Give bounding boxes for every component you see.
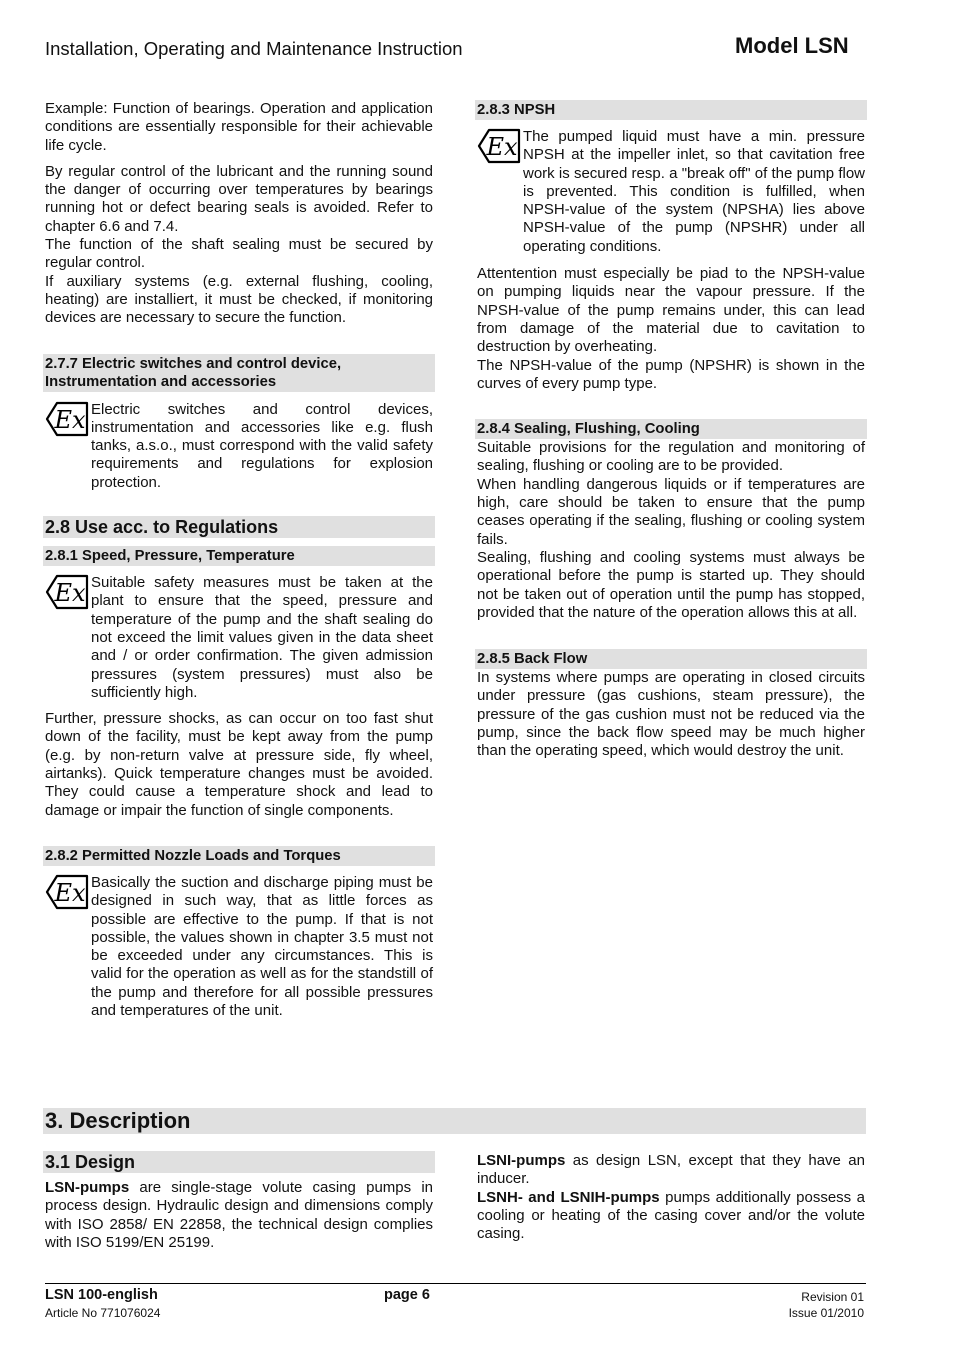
left-column (45, 100, 433, 1020)
heading-3-1: 3.1 Design (43, 1151, 435, 1173)
heading-2-7-7: 2.7.7 Electric switches and control device, Instrumentation and accessories (43, 354, 435, 392)
heading-2-8: 2.8 Use acc. to Regulations (43, 516, 435, 538)
section-3-left (45, 1151, 433, 1252)
lsnh-pumps-term: LSNH- and LSNIH-pumps (477, 1188, 660, 1206)
lsn-pumps-text: are single-stage volute casing pumps in process design. Hydraulic design and dimensions comply with ISO 2858/ EN 22858, the technical design complies with ISO 5199/EN 25199. (45, 1179, 433, 1251)
paragraph-lubricant-control: By regular control of the lubricant and the running sound the danger of occurring over temperatures by bearings running hot or defect bearing seals is avoided. Refer to chapter 6.6 and 7.4. (45, 162, 433, 235)
paragraph-sealing-systems: Sealing, flushing and cooling systems must always be operational before the pump is started up. They should not be taken out of operation until the pump has stopped, provided that the nature of the operation allows this at all. (477, 548, 865, 621)
paragraph-lsni-pumps (477, 1152, 865, 1189)
section-3-title: 3. Description (43, 1108, 866, 1134)
paragraph-npshr-curves: The NPSH-value of the pump (NPSHR) is shown in the curves of every pump type. (477, 356, 865, 392)
section-3-right (477, 1152, 865, 1243)
footer-divider (45, 1283, 866, 1284)
ex-text-2-8-2: Basically the suction and discharge piping must be designed in such way, that as little forces as possible are effective to the pump. If that is not possible, the values shown in chapter 3.5 must not be exceeded under any circumstances. This is valid for the operation as well as for the standstill of the pump and therefore for all possible pressures and temperatures of the unit. (91, 873, 433, 1019)
footer-revision: Revision 01 (801, 1290, 864, 1304)
paragraph-bearings-example: Example: Function of bearings. Operation and application conditions are essentially responsible for their achievable life cycle. (45, 100, 433, 154)
ex-icon (45, 874, 91, 1020)
svg-text:Ex: Ex (486, 133, 518, 161)
footer-page-number: page 6 (384, 1287, 430, 1303)
ex-block-2-8-1 (45, 574, 433, 702)
ex-block-2-8-2 (45, 874, 433, 1020)
footer-doc-id: LSN 100-english (45, 1287, 158, 1303)
paragraph-lsn-pumps (45, 1179, 433, 1252)
footer-issue: Issue 01/2010 (788, 1306, 864, 1320)
paragraph-provisions: Suitable provisions for the regulation and monitoring of sealing, flushing or cooling are to be provided. (477, 439, 865, 475)
heading-2-8-1: 2.8.1 Speed, Pressure, Temperature (43, 546, 435, 566)
heading-2-8-2: 2.8.2 Permitted Nozzle Loads and Torques (43, 846, 435, 866)
lsnh-pumps-text: pumps additionally possess a cooling or heating of the casing cover and/or the volute casing. (477, 1188, 865, 1243)
header-model: Model LSN (735, 33, 849, 58)
paragraph-npsh-attention: Attentention must especially be piad to the NPSH-value on pumping liquids near the vapour pressure. If the NPSH-value of the pump remains under, this can lead from damage of the material due to cavitation to destruction by overheating. (477, 265, 865, 356)
ex-icon (45, 401, 91, 492)
svg-text:Ex: Ex (54, 405, 86, 434)
ex-text-2-7-7: Electric switches and control devices, instrumentation and accessories like e.g. flush tanks, a.s.o., must correspond with the valid safety requirements and regulations for explosion protection. (91, 400, 433, 491)
lsn-pumps-term: LSN-pumps (45, 1179, 130, 1196)
paragraph-lsnh-pumps (477, 1189, 865, 1244)
heading-2-8-3: 2.8.3 NPSH (475, 100, 867, 120)
lsni-pumps-term: LSNI-pumps (477, 1152, 566, 1169)
svg-text:Ex: Ex (54, 579, 86, 608)
ex-block-2-8-3 (477, 128, 865, 256)
ex-icon (45, 574, 91, 702)
svg-text:Ex: Ex (54, 878, 86, 907)
lsni-pumps-text: as design LSN, except that they have an inducer. (477, 1152, 865, 1188)
heading-2-8-4: 2.8.4 Sealing, Flushing, Cooling (475, 419, 867, 439)
ex-block-2-7-7 (45, 401, 433, 492)
footer-article-number: Article No 771076024 (45, 1306, 161, 1320)
header-title: Installation, Operating and Maintenance Instruction (45, 38, 463, 59)
paragraph-dangerous-liquids: When handling dangerous liquids or if temperatures are high, care should be taken to ensure that the pump ceases operating if the sealing, flushing or cooling system fails. (477, 475, 865, 548)
paragraph-pressure-shocks: Further, pressure shocks, as can occur on too fast shut down of the facility, must be kept away from the pump (e.g. by non-return valve at pressure side, fly wheel, airtanks). Quick temperature changes must be avoided. They could cause a temperature shock and lead to damage or impair the function of single components. (45, 710, 433, 819)
ex-text-2-8-1: Suitable safety measures must be taken at the plant to ensure that the speed, pressure and temperature of the pump and the shaft sealing do not exceed the limit values given in the data sheet and / or order confirmation. The given admission pressures (system pressures) must also be sufficiently high. (91, 574, 433, 701)
ex-icon (477, 128, 523, 256)
right-column (477, 100, 865, 761)
heading-2-8-5: 2.8.5 Back Flow (475, 649, 867, 669)
ex-text-2-8-3: The pumped liquid must have a min. pressure NPSH at the impeller inlet, so that cavitation free work is secured resp. a "break off" of the pump flow is prevented. This condition is fulfilled, when NPSH-value of the system (NPSHA) lies above NPSH-value of the pump (NPSHR) under all operating conditions. (523, 128, 865, 255)
paragraph-back-flow: In systems where pumps are operating in closed circuits under pressure (gas cushions, steam pressure), the pressure of the gas cushion must not be reduced via the pump, since the back flow speed may be much higher than the operating speed, which would destroy the unit. (477, 669, 865, 760)
paragraph-shaft-sealing: The function of the shaft sealing must be secured by regular control. (45, 236, 433, 272)
paragraph-auxiliary-systems: If auxiliary systems (e.g. external flushing, cooling, heating) are installiert, it must be checked, if monitoring devices are necessary to secure the function. (45, 272, 433, 327)
